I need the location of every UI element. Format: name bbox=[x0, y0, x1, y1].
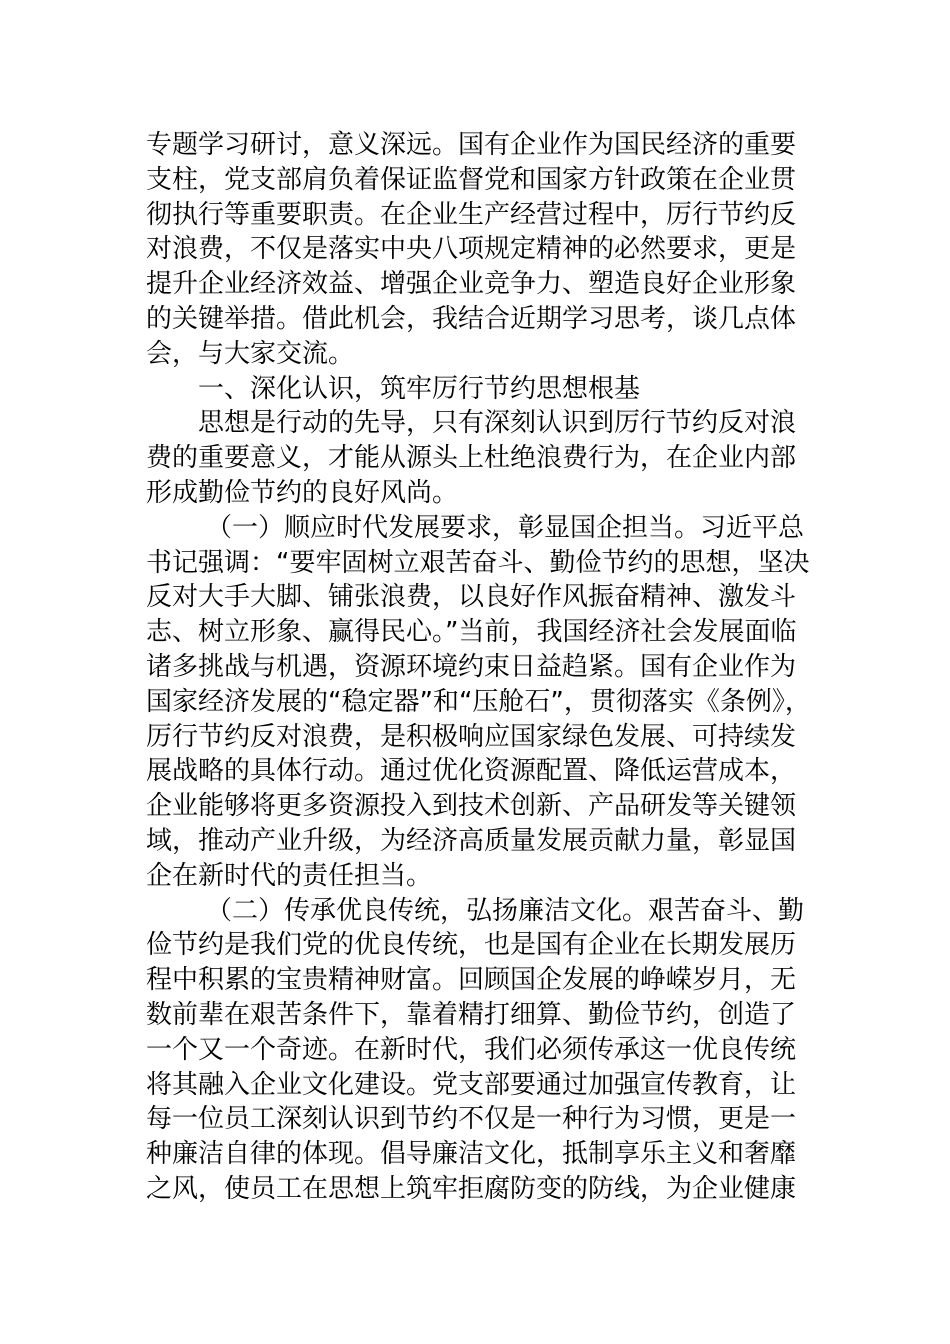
section-heading: 一、深化认识，筑牢厉行节约思想根基 bbox=[198, 373, 641, 404]
text-line: 国家经济发展的“稳定器”和“压舱石”，贯彻落实《条例》， bbox=[146, 686, 811, 717]
document-body bbox=[146, 128, 811, 1207]
text-line: 志、树立形象、赢得民心。”当前，我国经济社会发展面临 bbox=[146, 617, 797, 648]
text-line: 企在新时代的责任担当。 bbox=[146, 860, 433, 891]
text-line: 俭节约是我们党的优良传统，也是国有企业在长期发展历 bbox=[146, 930, 797, 961]
text-line: 专题学习研讨，意义深远。国有企业作为国民经济的重要 bbox=[146, 130, 797, 160]
text-line: 域，推动产业升级，为经济高质量发展贡献力量，彰显国 bbox=[146, 825, 797, 856]
subsection-line: （二）传承优良传统，弘扬廉洁文化。艰苦奋斗、勤 bbox=[206, 895, 805, 926]
text-line: 提升企业经济效益、增强企业竞争力、塑造良好企业形象 bbox=[146, 269, 797, 300]
text-line: 书记强调：“要牢固树立艰苦奋斗、勤俭节约的思想，坚决 bbox=[146, 547, 810, 578]
text-line: 程中积累的宝贵精神财富。回顾国企发展的峥嵘岁月，无 bbox=[146, 965, 797, 996]
text-line: 会，与大家交流。 bbox=[146, 338, 355, 369]
text-line: 每一位员工深刻认识到节约不仅是一种行为习惯，更是一 bbox=[146, 1104, 797, 1135]
text-line: 费的重要意义，才能从源头上杜绝浪费行为，在企业内部 bbox=[146, 443, 797, 474]
text-line: 企业能够将更多资源投入到技术创新、产品研发等关键领 bbox=[146, 791, 797, 822]
text-line: 反对大手大脚、铺张浪费，以良好作风振奋精神、激发斗 bbox=[146, 582, 797, 613]
text-line: 之风，使员工在思想上筑牢拒腐防变的防线，为企业健康 bbox=[146, 1173, 797, 1204]
text-line: 一个又一个奇迹。在新时代，我们必须传承这一优良传统 bbox=[146, 1034, 797, 1065]
text-line: 的关键举措。借此机会，我结合近期学习思考，谈几点体 bbox=[146, 303, 797, 334]
subsection-line: （一）顺应时代发展要求，彰显国企担当。习近平总 bbox=[206, 512, 805, 543]
text-line: 诸多挑战与机遇，资源环境约束日益趋紧。国有企业作为 bbox=[146, 651, 797, 682]
text-line: 厉行节约反对浪费，是积极响应国家绿色发展、可持续发 bbox=[146, 721, 797, 752]
text-line: 将其融入企业文化建设。党支部要通过加强宣传教育，让 bbox=[146, 1069, 797, 1100]
text-line: 彻执行等重要职责。在企业生产经营过程中，厉行节约反 bbox=[146, 199, 797, 230]
text-line: 展战略的具体行动。通过优化资源配置、降低运营成本， bbox=[146, 756, 797, 787]
text-line: 对浪费，不仅是落实中央八项规定精神的必然要求，更是 bbox=[146, 234, 797, 265]
text-line: 形成勤俭节约的良好风尚。 bbox=[146, 477, 459, 508]
text-line: 种廉洁自律的体现。倡导廉洁文化，抵制享乐主义和奢靡 bbox=[146, 1139, 797, 1170]
text-line: 数前辈在艰苦条件下，靠着精打细算、勤俭节约，创造了 bbox=[146, 999, 797, 1030]
text-line: 思想是行动的先导，只有深刻认识到厉行节约反对浪 bbox=[198, 408, 797, 439]
text-line: 支柱，党支部肩负着保证监督党和国家方针政策在企业贯 bbox=[146, 164, 797, 195]
